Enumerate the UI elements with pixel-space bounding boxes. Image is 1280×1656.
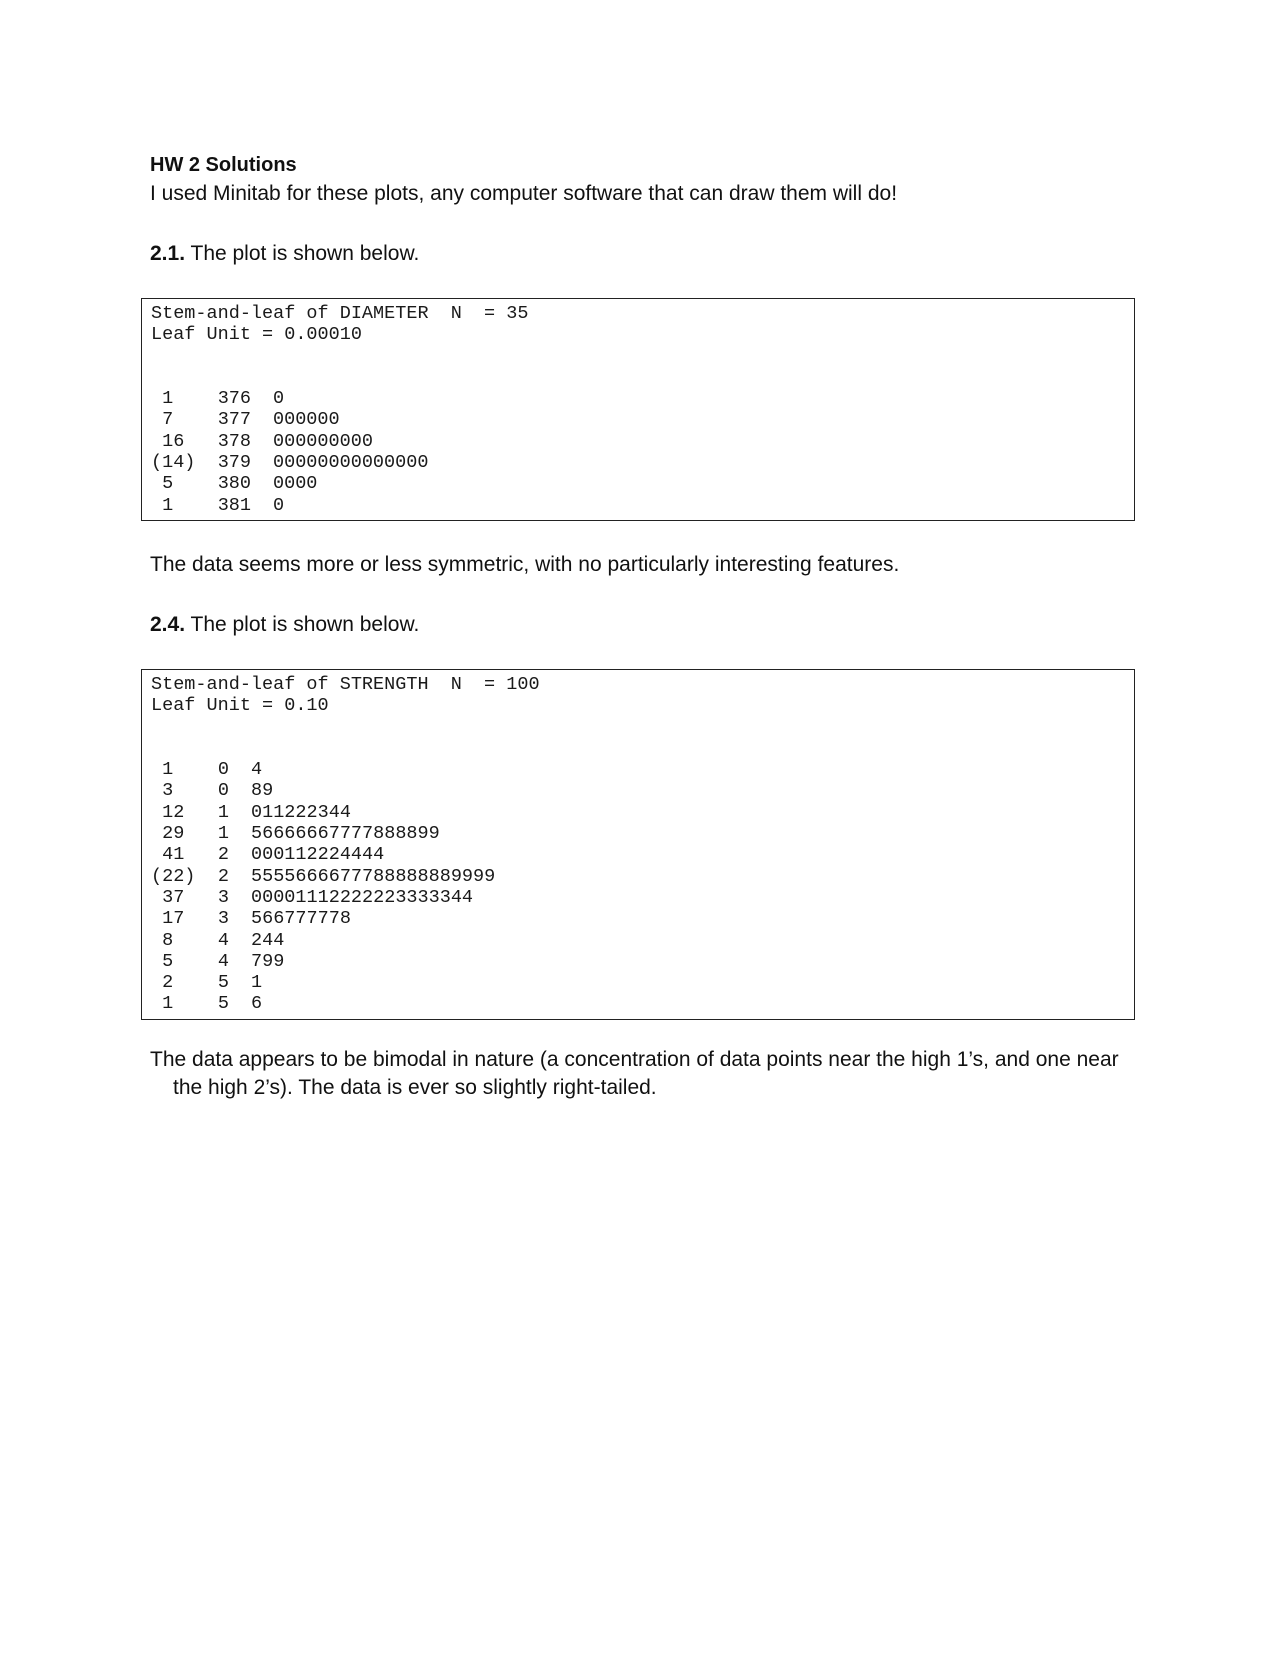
- depth-count: 5: [151, 950, 174, 972]
- leaf-values: 244: [251, 929, 285, 951]
- depth-count: 7: [151, 409, 174, 431]
- question-2-4-heading: [150, 611, 1140, 639]
- leaf-values: 011222344: [251, 801, 351, 823]
- stem-leaf-row: [151, 930, 1134, 951]
- leaf-values: 799: [251, 950, 285, 972]
- leaf-values: 0000: [273, 473, 318, 495]
- stem-leaf-rows: [151, 388, 1134, 516]
- leaf-values: 00001112222223333344: [251, 886, 474, 908]
- depth-count: 3: [151, 780, 174, 802]
- leaf-values: 00000000000000: [273, 452, 429, 474]
- stem-leaf-row: [151, 409, 1134, 430]
- question-2-1-number: 2.1.: [150, 242, 186, 265]
- leaf-values: 566777778: [251, 908, 351, 930]
- stem-leaf-row: [151, 866, 1134, 887]
- leaf-values: 6: [251, 993, 263, 1015]
- stem-leaf-row: [151, 780, 1134, 801]
- diameter-stem-leaf-plot: [141, 298, 1135, 521]
- stem-leaf-row: [151, 388, 1134, 409]
- leaf-unit: Leaf Unit = 0.10: [151, 695, 329, 717]
- stem-value: 3: [217, 886, 229, 908]
- stem-leaf-rows: [151, 759, 1134, 1015]
- leaf-values: 000000000: [273, 430, 373, 452]
- stem-value: 2: [217, 844, 229, 866]
- question-2-4-lead: The plot is shown below.: [185, 612, 420, 636]
- leaf-unit: Leaf Unit = 0.00010: [151, 324, 362, 346]
- depth-count: 2: [151, 972, 174, 994]
- stem-value: 2: [217, 865, 229, 887]
- leaf-values: 0: [273, 388, 285, 410]
- stem-value: 381: [217, 494, 251, 516]
- document-page: [150, 152, 1140, 1102]
- question-2-1-comment: The data seems more or less symmetric, with no particularly interesting features.: [150, 552, 900, 576]
- strength-stem-leaf-plot: [141, 669, 1135, 1020]
- leaf-values: 1: [251, 972, 263, 994]
- stem-leaf-row: [151, 802, 1134, 823]
- stem-leaf-row: [151, 495, 1134, 516]
- stem-leaf-row: [151, 908, 1134, 929]
- stem-value: 5: [217, 993, 229, 1015]
- leaf-values: 000000: [273, 409, 340, 431]
- stem-value: 0: [217, 759, 229, 781]
- depth-count: 1: [151, 494, 174, 516]
- stem-value: 376: [217, 388, 251, 410]
- depth-count: 1: [151, 388, 174, 410]
- plot-header: Stem-and-leaf of DIAMETER N = 35: [151, 303, 529, 324]
- leaf-values: 5555666677788888889999: [251, 865, 496, 887]
- stem-leaf-row: [151, 759, 1134, 780]
- stem-leaf-row: [151, 972, 1134, 993]
- leaf-values: 4: [251, 759, 263, 781]
- depth-count: 8: [151, 929, 174, 951]
- stem-value: 4: [217, 950, 229, 972]
- stem-value: 5: [217, 972, 229, 994]
- question-2-1-lead: The plot is shown below.: [185, 242, 420, 265]
- plot-spacer: [151, 346, 1134, 389]
- intro-text: I used Minitab for these plots, any computer software that can draw them will do!: [150, 182, 898, 205]
- question-2-4-number: 2.4.: [150, 612, 186, 636]
- stem-value: 4: [217, 929, 229, 951]
- depth-count: 37: [151, 886, 185, 908]
- depth-count: 1: [151, 759, 174, 781]
- depth-count: 1: [151, 993, 174, 1015]
- stem-value: 1: [217, 801, 229, 823]
- depth-count: (22): [151, 865, 196, 887]
- plot-header: Stem-and-leaf of STRENGTH N = 100: [151, 673, 540, 695]
- stem-leaf-row: [151, 431, 1134, 452]
- depth-count: (14): [151, 452, 196, 474]
- depth-count: 12: [151, 801, 185, 823]
- depth-count: 16: [151, 430, 185, 452]
- document-title: HW 2 Solutions: [150, 154, 297, 176]
- question-2-4-comment: The data appears to be bimodal in nature (a concentration of data points near the high 1’s, and one near the high 2’s). The data is ever so slightly right-tailed.: [150, 1047, 1119, 1099]
- stem-leaf-row: [151, 452, 1134, 473]
- depth-count: 5: [151, 473, 174, 495]
- leaf-values: 89: [251, 780, 274, 802]
- stem-leaf-row: [151, 844, 1134, 865]
- depth-count: 41: [151, 844, 185, 866]
- stem-value: 378: [217, 430, 251, 452]
- stem-value: 0: [217, 780, 229, 802]
- plot-spacer: [151, 717, 1134, 760]
- stem-value: 3: [217, 908, 229, 930]
- leaf-values: 56666667777888899: [251, 823, 440, 845]
- stem-leaf-row: [151, 473, 1134, 494]
- stem-value: 379: [217, 452, 251, 474]
- stem-value: 1: [217, 823, 229, 845]
- stem-leaf-row: [151, 823, 1134, 844]
- stem-leaf-row: [151, 993, 1134, 1014]
- leaf-values: 0: [273, 494, 285, 516]
- stem-leaf-row: [151, 951, 1134, 972]
- leaf-values: 000112224444: [251, 844, 385, 866]
- depth-count: 29: [151, 823, 185, 845]
- depth-count: 17: [151, 908, 185, 930]
- question-2-1-heading: [150, 240, 1140, 268]
- stem-leaf-row: [151, 887, 1134, 908]
- stem-value: 377: [217, 409, 251, 431]
- stem-value: 380: [217, 473, 251, 495]
